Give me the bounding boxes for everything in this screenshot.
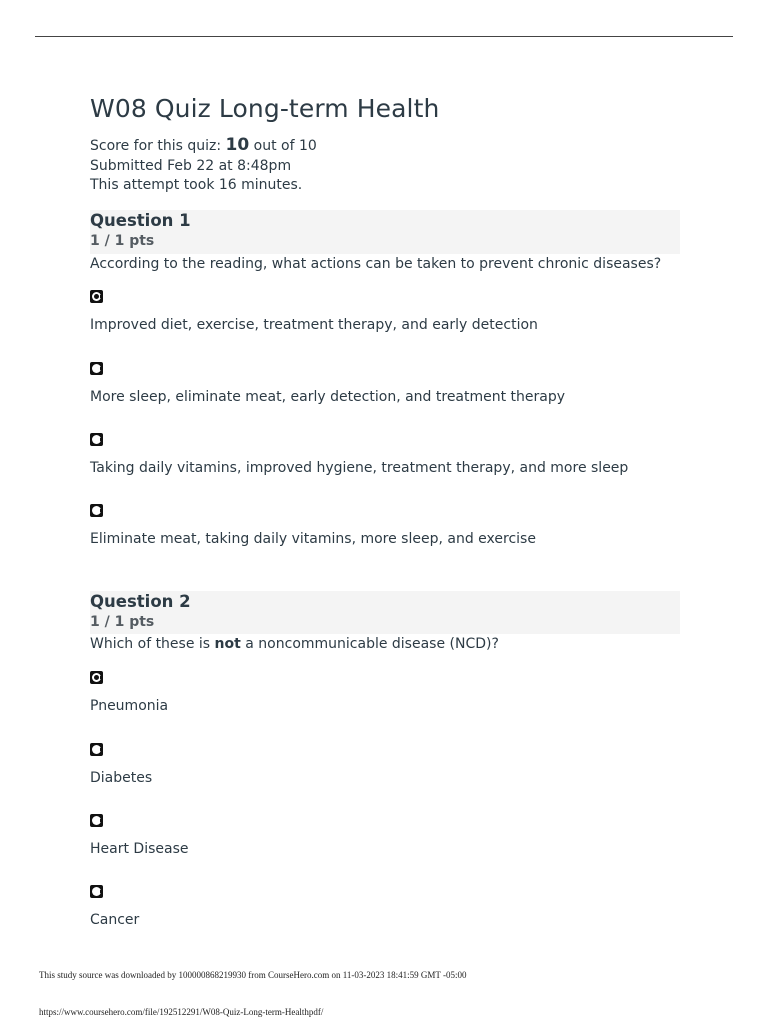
question-points: 1 / 1 pts	[90, 614, 155, 630]
answer-text: Improved diet, exercise, treatment therapy, and early detection	[90, 317, 538, 333]
answer-option[interactable]	[90, 288, 680, 335]
question-points: 1 / 1 pts	[90, 233, 155, 249]
question-header	[90, 591, 680, 634]
quiz-meta	[90, 136, 680, 196]
radio-selected-icon[interactable]	[90, 290, 103, 303]
answer-option[interactable]	[90, 741, 680, 788]
question-2	[90, 591, 680, 655]
answer-option[interactable]	[90, 502, 680, 549]
answer-text: Pneumonia	[90, 698, 169, 714]
score-value: 10	[225, 135, 250, 155]
question-text-part: a noncommunicable disease (NCD)?	[240, 636, 499, 652]
question-text: According to the reading, what actions can be taken to prevent chronic diseases?	[90, 256, 662, 272]
quiz-content	[90, 92, 680, 196]
answer-text: Eliminate meat, taking daily vitamins, more sleep, and exercise	[90, 531, 536, 547]
radio-icon[interactable]	[90, 743, 103, 756]
radio-icon[interactable]	[90, 433, 103, 446]
radio-icon[interactable]	[90, 814, 103, 827]
question-text-emphasis: not	[214, 636, 241, 652]
answer-option[interactable]	[90, 360, 680, 407]
answer-text: Heart Disease	[90, 841, 189, 857]
answer-option[interactable]	[90, 812, 680, 859]
quiz-title: W08 Quiz Long-term Health	[90, 94, 440, 123]
radio-icon[interactable]	[90, 362, 103, 375]
answer-text: Taking daily vitamins, improved hygiene, treatment therapy, and more sleep	[90, 460, 629, 476]
answer-text: More sleep, eliminate meat, early detection, and treatment therapy	[90, 389, 566, 405]
answer-option[interactable]	[90, 669, 680, 716]
source-url[interactable]: https://www.coursehero.com/file/192512291/W08-Quiz-Long-term-Healthpdf/	[39, 1007, 324, 1017]
question-header	[90, 210, 680, 254]
answer-option[interactable]	[90, 431, 680, 478]
question-title: Question 1	[90, 211, 191, 230]
score-total: out of 10	[249, 138, 317, 154]
radio-selected-icon[interactable]	[90, 671, 103, 684]
question-text-part: Which of these is	[90, 636, 215, 652]
top-divider	[35, 36, 733, 37]
submitted-date: Submitted Feb 22 at 8:48pm	[90, 157, 292, 174]
answer-text: Cancer	[90, 912, 140, 928]
radio-icon[interactable]	[90, 504, 103, 517]
score-label: Score for this quiz:	[90, 138, 226, 154]
radio-icon[interactable]	[90, 885, 103, 898]
question-1	[90, 210, 680, 275]
question-title: Question 2	[90, 592, 191, 611]
question-text	[90, 634, 680, 655]
answer-option[interactable]	[90, 883, 680, 930]
answer-text: Diabetes	[90, 770, 153, 786]
score-line	[90, 136, 680, 157]
attempt-duration: This attempt took 16 minutes.	[90, 177, 303, 193]
download-notice: This study source was downloaded by 100000868219930 from CourseHero.com on 11-03-2023 18:41:59 GMT -05:00	[39, 970, 467, 980]
